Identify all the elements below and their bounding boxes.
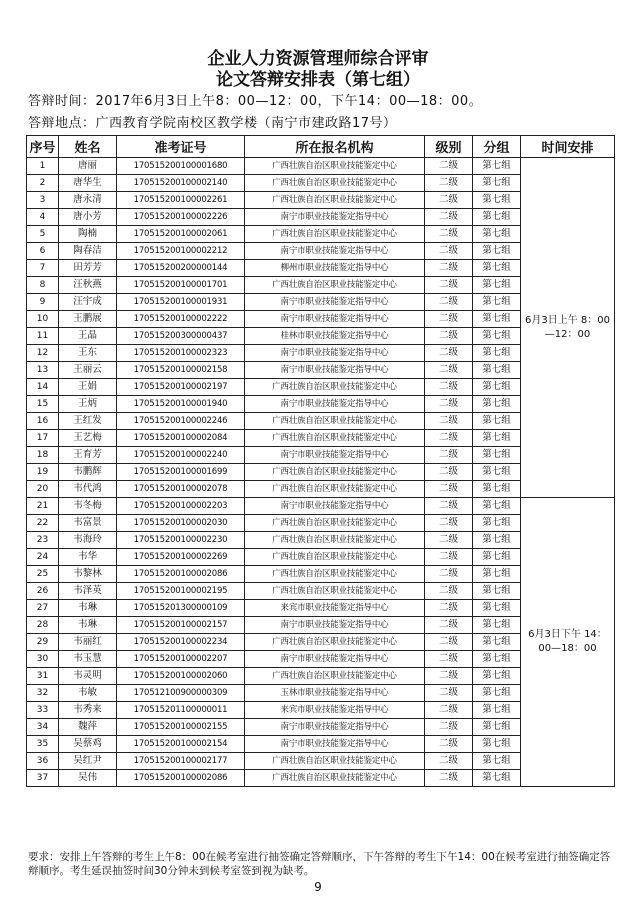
cell-group: 第七组 xyxy=(473,175,521,192)
cell-level: 二级 xyxy=(425,532,473,549)
cell-level: 二级 xyxy=(425,583,473,600)
cell-no: 29 xyxy=(27,634,59,651)
cell-name: 韦丽红 xyxy=(59,634,117,651)
cell-no: 22 xyxy=(27,515,59,532)
cell-org: 来宾市职业技能鉴定指导中心 xyxy=(245,702,425,719)
cell-org: 广西壮族自治区职业技能鉴定中心 xyxy=(245,430,425,447)
cell-group: 第七组 xyxy=(473,685,521,702)
cell-level: 二级 xyxy=(425,685,473,702)
cell-exam-id: 170515200100002230 xyxy=(117,532,245,549)
cell-org: 南宁市职业技能鉴定指导中心 xyxy=(245,311,425,328)
cell-name: 韦海玲 xyxy=(59,532,117,549)
cell-exam-id: 170515200100002086 xyxy=(117,566,245,583)
cell-name: 陶楠 xyxy=(59,226,117,243)
cell-org: 广西壮族自治区职业技能鉴定中心 xyxy=(245,158,425,175)
table-row xyxy=(27,498,615,515)
cell-name: 吴红尹 xyxy=(59,753,117,770)
cell-no: 25 xyxy=(27,566,59,583)
cell-no: 10 xyxy=(27,311,59,328)
cell-level: 二级 xyxy=(425,311,473,328)
cell-name: 韦富景 xyxy=(59,515,117,532)
cell-group: 第七组 xyxy=(473,447,521,464)
cell-no: 4 xyxy=(27,209,59,226)
cell-org: 桂林市职业技能鉴定指导中心 xyxy=(245,328,425,345)
table-header-row xyxy=(27,136,615,158)
cell-level: 二级 xyxy=(425,362,473,379)
document-subtitle: 论文答辩安排表（第七组） xyxy=(216,70,420,90)
cell-exam-id: 170515200100002246 xyxy=(117,413,245,430)
cell-level: 二级 xyxy=(425,158,473,175)
cell-org: 广西壮族自治区职业技能鉴定中心 xyxy=(245,770,425,787)
col-header-name: 姓名 xyxy=(59,136,117,158)
cell-exam-id: 170515200100002240 xyxy=(117,447,245,464)
schedule-table xyxy=(26,135,615,787)
exam-place-line: 答辩地点：广西教育学院南校区教学楼（南宁市建政路17号） xyxy=(28,116,397,131)
cell-exam-id: 170515200100001701 xyxy=(117,277,245,294)
cell-exam-id: 170515200100002084 xyxy=(117,430,245,447)
cell-no: 20 xyxy=(27,481,59,498)
cell-group: 第七组 xyxy=(473,362,521,379)
cell-no: 37 xyxy=(27,770,59,787)
cell-no: 7 xyxy=(27,260,59,277)
cell-name: 韦玉慧 xyxy=(59,651,117,668)
cell-level: 二级 xyxy=(425,634,473,651)
cell-level: 二级 xyxy=(425,345,473,362)
cell-exam-id: 170515201100000011 xyxy=(117,702,245,719)
cell-org: 广西壮族自治区职业技能鉴定中心 xyxy=(245,515,425,532)
cell-no: 3 xyxy=(27,192,59,209)
cell-exam-id: 170515200100001931 xyxy=(117,294,245,311)
cell-group: 第七组 xyxy=(473,566,521,583)
cell-level: 二级 xyxy=(425,277,473,294)
cell-name: 韦华 xyxy=(59,549,117,566)
cell-org: 广西壮族自治区职业技能鉴定中心 xyxy=(245,566,425,583)
cell-name: 唐永清 xyxy=(59,192,117,209)
cell-group: 第七组 xyxy=(473,158,521,175)
cell-level: 二级 xyxy=(425,566,473,583)
cell-group: 第七组 xyxy=(473,736,521,753)
cell-org: 广西壮族自治区职业技能鉴定中心 xyxy=(245,277,425,294)
cell-group: 第七组 xyxy=(473,328,521,345)
cell-no: 8 xyxy=(27,277,59,294)
cell-org: 南宁市职业技能鉴定指导中心 xyxy=(245,345,425,362)
cell-name: 唐华生 xyxy=(59,175,117,192)
cell-name: 韦冬梅 xyxy=(59,498,117,515)
cell-no: 30 xyxy=(27,651,59,668)
cell-exam-id: 170515200100002177 xyxy=(117,753,245,770)
cell-group: 第七组 xyxy=(473,430,521,447)
col-header-exam-id: 准考证号 xyxy=(117,136,245,158)
cell-name: 王丽云 xyxy=(59,362,117,379)
cell-no: 27 xyxy=(27,600,59,617)
cell-org: 柳州市职业技能鉴定指导中心 xyxy=(245,260,425,277)
cell-level: 二级 xyxy=(425,651,473,668)
cell-exam-id: 170515200100002269 xyxy=(117,549,245,566)
cell-exam-id: 170515200100002203 xyxy=(117,498,245,515)
cell-exam-id: 170515200100002140 xyxy=(117,175,245,192)
cell-name: 韦灵明 xyxy=(59,668,117,685)
cell-no: 17 xyxy=(27,430,59,447)
cell-exam-id: 170515200100002154 xyxy=(117,736,245,753)
cell-no: 35 xyxy=(27,736,59,753)
cell-org: 广西壮族自治区职业技能鉴定中心 xyxy=(245,464,425,481)
cell-exam-id: 170515201300000109 xyxy=(117,600,245,617)
cell-no: 36 xyxy=(27,753,59,770)
cell-level: 二级 xyxy=(425,753,473,770)
cell-name: 汪宇成 xyxy=(59,294,117,311)
cell-exam-id: 170515200100002030 xyxy=(117,515,245,532)
cell-level: 二级 xyxy=(425,464,473,481)
cell-group: 第七组 xyxy=(473,464,521,481)
cell-group: 第七组 xyxy=(473,600,521,617)
cell-level: 二级 xyxy=(425,498,473,515)
cell-exam-id: 170515200100002195 xyxy=(117,583,245,600)
cell-org: 广西壮族自治区职业技能鉴定中心 xyxy=(245,413,425,430)
cell-no: 33 xyxy=(27,702,59,719)
cell-group: 第七组 xyxy=(473,226,521,243)
cell-no: 5 xyxy=(27,226,59,243)
cell-no: 16 xyxy=(27,413,59,430)
cell-no: 31 xyxy=(27,668,59,685)
cell-level: 二级 xyxy=(425,328,473,345)
cell-level: 二级 xyxy=(425,447,473,464)
cell-name: 魏萍 xyxy=(59,719,117,736)
cell-level: 二级 xyxy=(425,413,473,430)
cell-org: 来宾市职业技能鉴定指导中心 xyxy=(245,600,425,617)
cell-no: 26 xyxy=(27,583,59,600)
cell-group: 第七组 xyxy=(473,549,521,566)
cell-group: 第七组 xyxy=(473,379,521,396)
cell-exam-id: 170515200100002261 xyxy=(117,192,245,209)
cell-org: 广西壮族自治区职业技能鉴定中心 xyxy=(245,379,425,396)
cell-no: 9 xyxy=(27,294,59,311)
col-header-level: 级别 xyxy=(425,136,473,158)
cell-name: 唐丽 xyxy=(59,158,117,175)
cell-exam-id: 170515200100002060 xyxy=(117,668,245,685)
cell-level: 二级 xyxy=(425,549,473,566)
cell-org: 玉林市职业技能鉴定指导中心 xyxy=(245,685,425,702)
cell-group: 第七组 xyxy=(473,209,521,226)
cell-level: 二级 xyxy=(425,668,473,685)
cell-level: 二级 xyxy=(425,736,473,753)
cell-no: 13 xyxy=(27,362,59,379)
cell-org: 广西壮族自治区职业技能鉴定中心 xyxy=(245,753,425,770)
cell-no: 11 xyxy=(27,328,59,345)
cell-org: 广西壮族自治区职业技能鉴定中心 xyxy=(245,583,425,600)
cell-exam-id: 170515200100002226 xyxy=(117,209,245,226)
cell-level: 二级 xyxy=(425,192,473,209)
cell-level: 二级 xyxy=(425,770,473,787)
cell-name: 王晶 xyxy=(59,328,117,345)
cell-exam-id: 170512100900000309 xyxy=(117,685,245,702)
cell-group: 第七组 xyxy=(473,515,521,532)
cell-group: 第七组 xyxy=(473,634,521,651)
cell-org: 南宁市职业技能鉴定指导中心 xyxy=(245,719,425,736)
cell-exam-id: 170515200100001699 xyxy=(117,464,245,481)
cell-name: 王育芳 xyxy=(59,447,117,464)
cell-level: 二级 xyxy=(425,294,473,311)
cell-group: 第七组 xyxy=(473,277,521,294)
cell-no: 34 xyxy=(27,719,59,736)
cell-group: 第七组 xyxy=(473,668,521,685)
cell-group: 第七组 xyxy=(473,532,521,549)
cell-exam-id: 170515200100002158 xyxy=(117,362,245,379)
cell-name: 韦代鸿 xyxy=(59,481,117,498)
cell-no: 24 xyxy=(27,549,59,566)
cell-exam-id: 170515200100002157 xyxy=(117,617,245,634)
cell-group: 第七组 xyxy=(473,260,521,277)
cell-exam-id: 170515200100002323 xyxy=(117,345,245,362)
cell-group: 第七组 xyxy=(473,294,521,311)
cell-name: 韦黎林 xyxy=(59,566,117,583)
cell-exam-id: 170515200100001940 xyxy=(117,396,245,413)
cell-no: 12 xyxy=(27,345,59,362)
cell-group: 第七组 xyxy=(473,413,521,430)
page-number: 9 xyxy=(314,880,322,894)
cell-org: 广西壮族自治区职业技能鉴定中心 xyxy=(245,175,425,192)
cell-name: 陶春洁 xyxy=(59,243,117,260)
cell-level: 二级 xyxy=(425,600,473,617)
cell-exam-id: 170515200100002197 xyxy=(117,379,245,396)
cell-level: 二级 xyxy=(425,617,473,634)
requirement-note: 要求：安排上午答辩的考生上午8：00在候考室进行抽签确定答辩顺序，下午答辩的考生下午14：00在候考室进行抽签确定答辩顺序。考生延误抽签时间30分钟未到候考室签到视为缺考。 xyxy=(28,851,611,877)
cell-group: 第七组 xyxy=(473,651,521,668)
col-header-org: 所在报名机构 xyxy=(245,136,425,158)
cell-name: 韦秀来 xyxy=(59,702,117,719)
cell-name: 唐小芳 xyxy=(59,209,117,226)
cell-name: 韦泽英 xyxy=(59,583,117,600)
cell-level: 二级 xyxy=(425,209,473,226)
cell-level: 二级 xyxy=(425,243,473,260)
cell-no: 32 xyxy=(27,685,59,702)
cell-name: 王东 xyxy=(59,345,117,362)
cell-org: 南宁市职业技能鉴定指导中心 xyxy=(245,447,425,464)
cell-level: 二级 xyxy=(425,379,473,396)
cell-org: 南宁市职业技能鉴定指导中心 xyxy=(245,243,425,260)
cell-org: 南宁市职业技能鉴定指导中心 xyxy=(245,498,425,515)
cell-org: 广西壮族自治区职业技能鉴定中心 xyxy=(245,634,425,651)
cell-level: 二级 xyxy=(425,515,473,532)
cell-exam-id: 170515200100002078 xyxy=(117,481,245,498)
cell-exam-id: 170515200100002234 xyxy=(117,634,245,651)
cell-no: 1 xyxy=(27,158,59,175)
cell-name: 王红发 xyxy=(59,413,117,430)
cell-org: 南宁市职业技能鉴定指导中心 xyxy=(245,396,425,413)
cell-exam-id: 170515200100002207 xyxy=(117,651,245,668)
cell-exam-id: 170515200100002155 xyxy=(117,719,245,736)
cell-no: 23 xyxy=(27,532,59,549)
cell-no: 19 xyxy=(27,464,59,481)
cell-name: 韦琳 xyxy=(59,600,117,617)
cell-name: 吴伟 xyxy=(59,770,117,787)
cell-group: 第七组 xyxy=(473,311,521,328)
schedule-body xyxy=(27,158,615,787)
cell-exam-id: 170515200100002086 xyxy=(117,770,245,787)
cell-level: 二级 xyxy=(425,175,473,192)
cell-no: 14 xyxy=(27,379,59,396)
cell-no: 18 xyxy=(27,447,59,464)
cell-no: 15 xyxy=(27,396,59,413)
cell-name: 韦琳 xyxy=(59,617,117,634)
cell-exam-id: 170515200300000437 xyxy=(117,328,245,345)
cell-level: 二级 xyxy=(425,702,473,719)
cell-name: 王炳 xyxy=(59,396,117,413)
cell-org: 南宁市职业技能鉴定指导中心 xyxy=(245,362,425,379)
cell-org: 南宁市职业技能鉴定指导中心 xyxy=(245,617,425,634)
cell-group: 第七组 xyxy=(473,719,521,736)
table-row xyxy=(27,158,615,175)
cell-org: 南宁市职业技能鉴定指导中心 xyxy=(245,736,425,753)
cell-name: 韦敏 xyxy=(59,685,117,702)
cell-no: 2 xyxy=(27,175,59,192)
cell-org: 广西壮族自治区职业技能鉴定中心 xyxy=(245,192,425,209)
cell-level: 二级 xyxy=(425,719,473,736)
cell-name: 韦鹏辉 xyxy=(59,464,117,481)
cell-group: 第七组 xyxy=(473,617,521,634)
cell-level: 二级 xyxy=(425,226,473,243)
document-title: 企业人力资源管理师综合评审 xyxy=(207,49,429,69)
cell-group: 第七组 xyxy=(473,498,521,515)
cell-group: 第七组 xyxy=(473,753,521,770)
cell-org: 广西壮族自治区职业技能鉴定中心 xyxy=(245,226,425,243)
cell-exam-id: 170515200100002212 xyxy=(117,243,245,260)
cell-group: 第七组 xyxy=(473,396,521,413)
cell-no: 6 xyxy=(27,243,59,260)
cell-org: 南宁市职业技能鉴定指导中心 xyxy=(245,294,425,311)
cell-org: 广西壮族自治区职业技能鉴定中心 xyxy=(245,481,425,498)
cell-name: 汪秋燕 xyxy=(59,277,117,294)
exam-time-line: 答辩时间：2017年6月3日上午8：00—12：00，下午14：00—18：00。 xyxy=(28,94,483,109)
cell-level: 二级 xyxy=(425,260,473,277)
cell-time-slot: 6月3日下午 14：00—18：00 xyxy=(521,498,615,787)
cell-exam-id: 170515200100002061 xyxy=(117,226,245,243)
cell-group: 第七组 xyxy=(473,481,521,498)
cell-group: 第七组 xyxy=(473,243,521,260)
cell-time-slot: 6月3日上午 8：00—12：00 xyxy=(521,158,615,498)
cell-org: 南宁市职业技能鉴定指导中心 xyxy=(245,651,425,668)
cell-group: 第七组 xyxy=(473,770,521,787)
col-header-time: 时间安排 xyxy=(521,136,615,158)
cell-level: 二级 xyxy=(425,481,473,498)
cell-level: 二级 xyxy=(425,430,473,447)
cell-group: 第七组 xyxy=(473,345,521,362)
cell-org: 广西壮族自治区职业技能鉴定中心 xyxy=(245,549,425,566)
cell-org: 南宁市职业技能鉴定指导中心 xyxy=(245,209,425,226)
cell-no: 21 xyxy=(27,498,59,515)
cell-no: 28 xyxy=(27,617,59,634)
cell-group: 第七组 xyxy=(473,192,521,209)
cell-org: 广西壮族自治区职业技能鉴定中心 xyxy=(245,532,425,549)
cell-group: 第七组 xyxy=(473,702,521,719)
cell-org: 广西壮族自治区职业技能鉴定中心 xyxy=(245,668,425,685)
cell-exam-id: 170515200200000144 xyxy=(117,260,245,277)
cell-name: 王艺梅 xyxy=(59,430,117,447)
cell-name: 王娟 xyxy=(59,379,117,396)
cell-name: 田芳芳 xyxy=(59,260,117,277)
cell-name: 吴蔡鸡 xyxy=(59,736,117,753)
cell-level: 二级 xyxy=(425,396,473,413)
cell-group: 第七组 xyxy=(473,583,521,600)
cell-exam-id: 170515200100002222 xyxy=(117,311,245,328)
cell-name: 王鹏展 xyxy=(59,311,117,328)
cell-exam-id: 170515200100001680 xyxy=(117,158,245,175)
col-header-group: 分组 xyxy=(473,136,521,158)
col-header-no: 序号 xyxy=(27,136,59,158)
